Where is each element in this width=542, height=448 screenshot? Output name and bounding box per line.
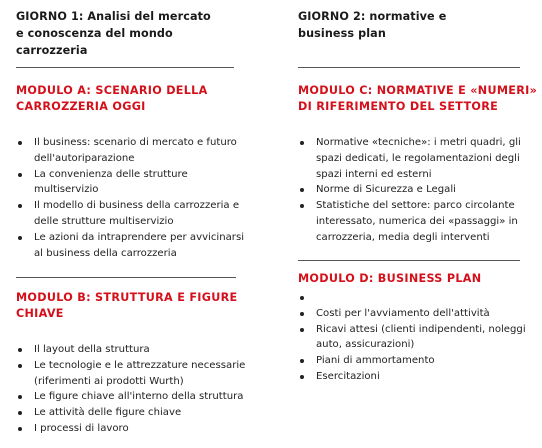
- bullet-icon: [18, 141, 22, 145]
- list-item: Le attività delle figure chiave: [16, 405, 260, 421]
- list-item: Le figure chiave all'interno della struttura: [16, 389, 260, 405]
- divider: [298, 67, 520, 68]
- bullet-icon: [18, 427, 22, 431]
- module-b-title: MODULO B: STRUTTURA E FIGURE CHIAVE: [16, 291, 238, 320]
- list-item: Le azioni da intraprendere per avvicinarsi al business della carrozzeria: [16, 230, 256, 262]
- module-d-list: [298, 290, 538, 385]
- module-c-list: [298, 135, 538, 246]
- bullet-icon: [300, 312, 304, 316]
- list-item: Piani di ammortamento: [298, 353, 538, 369]
- list-item: Esercitazioni: [298, 369, 538, 385]
- module-d-title: MODULO D: BUSINESS PLAN: [298, 272, 482, 285]
- module-a-list: [16, 135, 256, 261]
- bullet-icon: [300, 296, 304, 300]
- list-item: Le tecnologie e le attrezzature necessarie (riferimenti ai prodotti Wurth): [16, 358, 260, 390]
- divider: [16, 67, 234, 68]
- bullet-icon: [300, 188, 304, 192]
- bullet-icon: [18, 395, 22, 399]
- bullet-icon: [300, 328, 304, 332]
- day-2-title: GIORNO 2: normative e business plan: [298, 10, 447, 40]
- list-item: Costi per l'avviamento dell'attività: [298, 306, 538, 322]
- bullet-icon: [18, 204, 22, 208]
- bullet-icon: [18, 236, 22, 240]
- bullet-icon: [18, 173, 22, 177]
- bullet-icon: [18, 411, 22, 415]
- list-item: [298, 290, 538, 306]
- bullet-icon: [18, 348, 22, 352]
- list-item: Norme di Sicurezza e Legali: [298, 182, 538, 198]
- bullet-icon: [300, 141, 304, 145]
- list-item: I processi di lavoro: [16, 421, 260, 437]
- list-item: Il layout della struttura: [16, 342, 260, 358]
- bullet-icon: [300, 359, 304, 363]
- bullet-icon: [18, 364, 22, 368]
- bullet-icon: [300, 375, 304, 379]
- module-b-list: [16, 342, 260, 437]
- list-item: Il modello di business della carrozzeria e delle strutture multiservizio: [16, 198, 256, 230]
- module-c-title: MODULO C: NORMATIVE E «NUMERI» DI RIFERIMENTO DEL SETTORE: [298, 84, 538, 113]
- list-item: Il business: scenario di mercato e futuro dell'autoriparazione: [16, 135, 256, 167]
- module-a-title: MODULO A: SCENARIO DELLA CARROZZERIA OGGI: [16, 84, 208, 113]
- list-item: Statistiche del settore: parco circolante interessato, numerica dei «passaggi» in carrozzeria, media degli interventi: [298, 198, 538, 245]
- day-1-title: GIORNO 1: Analisi del mercato e conoscenza del mondo carrozzeria: [16, 10, 211, 57]
- bullet-icon: [300, 204, 304, 208]
- list-item: La convenienza delle strutture multiservizio: [16, 167, 256, 199]
- divider: [16, 277, 236, 278]
- list-item: Ricavi attesi (clienti indipendenti, noleggi auto, assicurazioni): [298, 322, 538, 354]
- list-item: Normative «tecniche»: i metri quadri, gli spazi dedicati, le regolamentazioni degli spazi interni ed esterni: [298, 135, 538, 182]
- divider: [298, 260, 520, 261]
